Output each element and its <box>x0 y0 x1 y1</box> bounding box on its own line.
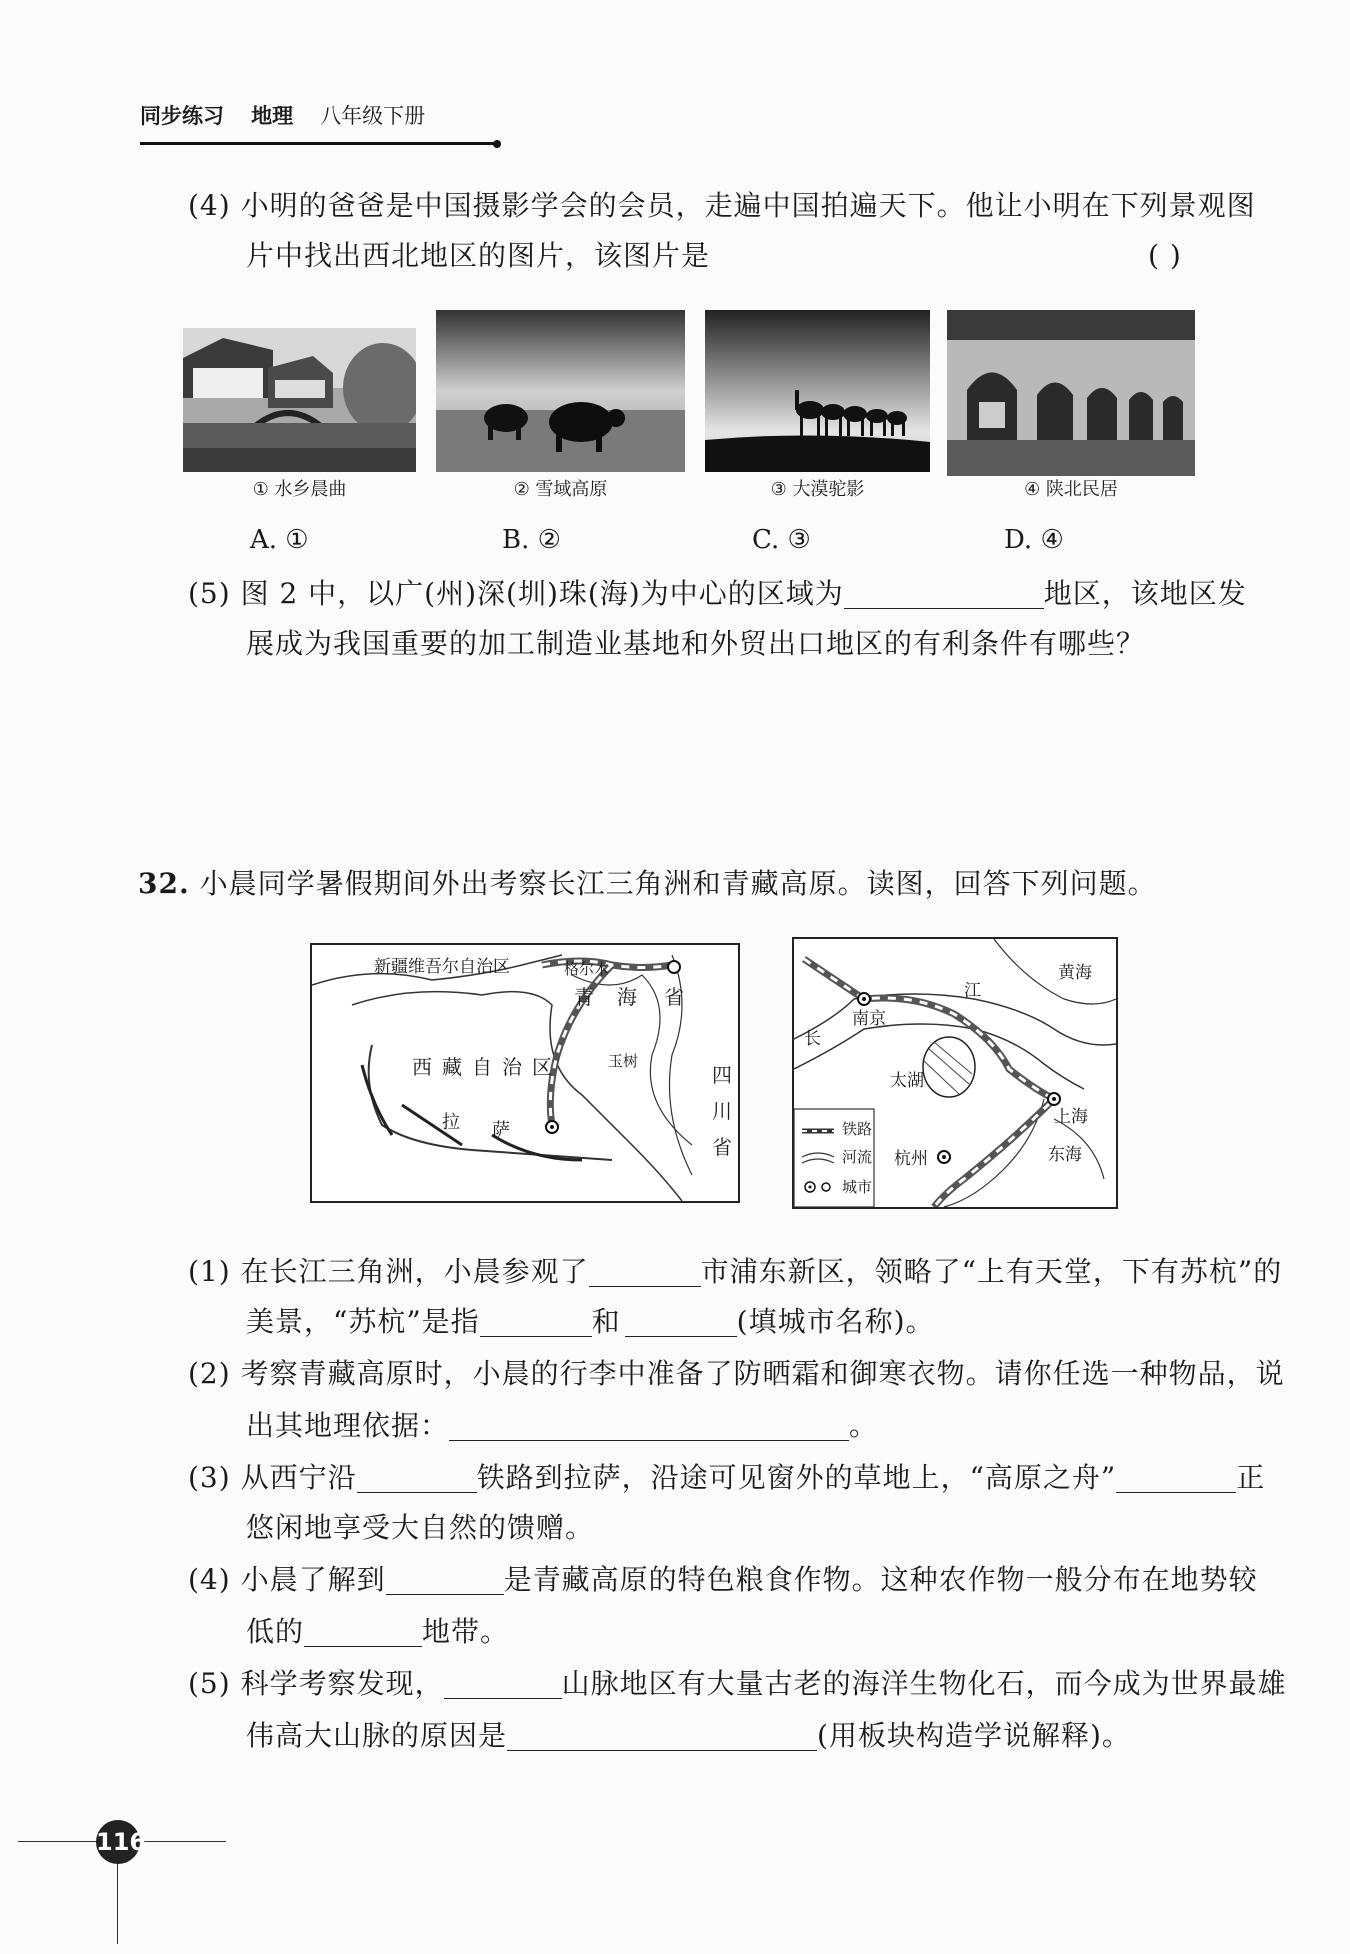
q32-sub5-line1 <box>188 1664 1287 1704</box>
q32-sub3-line1 <box>188 1458 1265 1498</box>
map1-label-xinjiang: 新疆维吾尔自治区 <box>374 957 510 977</box>
photo-shaanbei-dwellings <box>947 310 1195 476</box>
q32-sub2-text-c: 。 <box>849 1409 879 1442</box>
page-number: 116 <box>96 1820 140 1864</box>
legend-railway: 铁路 <box>842 1120 873 1138</box>
legend-city: 城市 <box>842 1178 873 1196</box>
photo1-caption: ① 水乡晨曲 <box>252 479 347 500</box>
map1-label-qing: 青 <box>574 985 594 1009</box>
map1-label-golmud: 格尔木 <box>564 960 610 978</box>
q32-stem: 小晨同学暑假期间外出考察长江三角洲和青藏高原。读图，回答下列问题。 <box>199 867 1157 900</box>
q32-sub3-blank-animal[interactable] <box>1116 1462 1236 1493</box>
q4-line1: (4) 小明的爸爸是中国摄影学会的会员，走遍中国拍遍天下。他让小明在下列景观图 <box>188 189 1256 222</box>
q32-sub1-blank-hang[interactable] <box>625 1306 737 1337</box>
legend-river: 河流 <box>842 1148 873 1166</box>
q32-sub4-text-c: 低的 <box>246 1615 305 1648</box>
q32-sub4-line2 <box>246 1612 509 1652</box>
map2-label-east-sea: 东海 <box>1048 1145 1082 1165</box>
map1-label-xi: 西 <box>412 1055 432 1079</box>
map1-label-chuan: 川 <box>712 1099 732 1123</box>
q32-sub5-blank-reason[interactable] <box>507 1720 817 1751</box>
option-d[interactable]: D. ④ <box>1004 525 1064 555</box>
map1-label-qu: 区 <box>532 1055 552 1079</box>
q32-sub4-text-d: 地带。 <box>422 1615 510 1648</box>
photo4-caption: ④ 陕北民居 <box>1024 479 1118 500</box>
q5-text-a: (5) 图 2 中，以广(州)深(圳)珠(海)为中心的区域为 <box>188 577 844 610</box>
q32-sub2-line2 <box>246 1406 878 1446</box>
option-b[interactable]: B. ② <box>502 525 561 555</box>
q5-line1 <box>188 574 1247 614</box>
map1-label-zang: 藏 <box>442 1055 462 1079</box>
q32-sub5-blank-mountain[interactable] <box>444 1668 562 1699</box>
option-c[interactable]: C. ③ <box>752 525 811 555</box>
header-dot <box>493 140 501 148</box>
q32-sub1-blank-su[interactable] <box>480 1306 592 1337</box>
map2-label-chang: 长 <box>804 1029 821 1049</box>
q5-blank-region[interactable] <box>844 578 1044 609</box>
q4-line2: 片中找出西北地区的图片，该图片是 <box>246 239 711 272</box>
q32-sub5-text-d: (用板块构造学说解释)。 <box>817 1719 1131 1752</box>
q32-number: 32. <box>138 867 190 900</box>
q32-sub2-text-b: 出其地理依据： <box>246 1409 450 1442</box>
q32-sub4-blank-crop[interactable] <box>386 1564 504 1595</box>
q32-sub4-text-a: (4) 小晨了解到 <box>188 1563 386 1596</box>
q32-sub1-text-d: 和 <box>591 1305 621 1338</box>
photo-desert-camels <box>705 310 930 472</box>
subject-title: 地理 <box>251 104 294 128</box>
q4-answer-paren: ( ) <box>1148 239 1182 272</box>
photo-water-town <box>183 328 416 472</box>
map1-label-sa: 萨 <box>492 1120 510 1141</box>
q32-sub1-line2 <box>246 1302 935 1342</box>
map2-label-yellow-sea: 黄海 <box>1058 963 1092 983</box>
q32-sub5-text-c: 伟高大山脉的原因是 <box>246 1719 508 1752</box>
q32-sub1-blank-city[interactable] <box>589 1256 701 1287</box>
q32-sub4-line1 <box>188 1560 1258 1600</box>
q32-sub3-text-b: 铁路到拉萨，沿途可见窗外的草地上，“高原之舟” <box>476 1461 1117 1494</box>
map-yangtze-delta <box>792 937 1118 1209</box>
map1-label-hai: 海 <box>617 985 637 1009</box>
map1-label-sheng: 省 <box>664 985 684 1009</box>
map1-label-sheng2: 省 <box>712 1135 732 1159</box>
q32-sub2-line1: (2) 考察青藏高原时，小晨的行李中准备了防晒霜和御寒衣物。请你任选一种物品，说 <box>188 1357 1285 1390</box>
photo-snow-plateau <box>436 310 685 472</box>
q32-sub1-line1 <box>188 1252 1282 1292</box>
photo3-caption: ③ 大漠驼影 <box>770 479 865 500</box>
q32-sub3-text-c: 正 <box>1236 1461 1266 1494</box>
q32-sub5-line2 <box>246 1716 1131 1756</box>
map1-label-la: 拉 <box>442 1112 460 1133</box>
footer-vertical-rule <box>117 1864 118 1944</box>
q5-line2: 展成为我国重要的加工制造业基地和外贸出口地区的有利条件有哪些？ <box>246 627 1146 660</box>
q32-sub1-text-a: (1) 在长江三角洲，小晨参观了 <box>188 1255 589 1288</box>
q32-stem-line <box>138 864 1157 904</box>
q32-sub2-blank-reason[interactable] <box>449 1410 849 1441</box>
photo2-caption: ② 雪域高原 <box>513 479 608 500</box>
map2-label-jiang: 江 <box>964 981 981 1001</box>
series-title: 同步练习 <box>140 104 224 128</box>
q32-sub3-line2: 悠闲地享受大自然的馈赠。 <box>246 1511 595 1544</box>
page-header <box>140 100 495 145</box>
map1-label-si: 四 <box>712 1063 732 1087</box>
q32-sub3-blank-railway[interactable] <box>357 1462 477 1493</box>
map-qinghai-tibet <box>310 943 740 1203</box>
map2-label-hangzhou: 杭州 <box>894 1149 928 1169</box>
map2-label-shanghai: 上海 <box>1054 1107 1088 1127</box>
option-a[interactable]: A. ① <box>250 525 309 555</box>
map1-label-zhi: 治 <box>502 1055 522 1079</box>
q32-sub1-text-e: (填城市名称)。 <box>736 1305 935 1338</box>
map1-label-zi: 自 <box>472 1055 492 1079</box>
q32-sub4-blank-terrain[interactable] <box>304 1616 422 1647</box>
q32-sub1-text-b: 市浦东新区，领略了“上有天堂，下有苏杭”的 <box>700 1255 1283 1288</box>
map2-label-nanjing: 南京 <box>852 1009 886 1029</box>
q32-sub3-text-a: (3) 从西宁沿 <box>188 1461 357 1494</box>
grade-title: 八年级下册 <box>320 104 426 128</box>
q32-sub1-text-c: 美景，“苏杭”是指 <box>246 1305 480 1338</box>
q5-text-b: 地区，该地区发 <box>1043 577 1247 610</box>
map1-label-yushu: 玉树 <box>608 1052 639 1070</box>
q32-sub5-text-a: (5) 科学考察发现， <box>188 1667 444 1700</box>
q32-sub5-text-b: 山脉地区有大量古老的海洋生物化石，而今成为世界最雄 <box>561 1667 1287 1700</box>
q32-sub4-text-b: 是青藏高原的特色粮食作物。这种农作物一般分布在地势较 <box>503 1563 1258 1596</box>
map2-label-taihu: 太湖 <box>890 1071 924 1091</box>
